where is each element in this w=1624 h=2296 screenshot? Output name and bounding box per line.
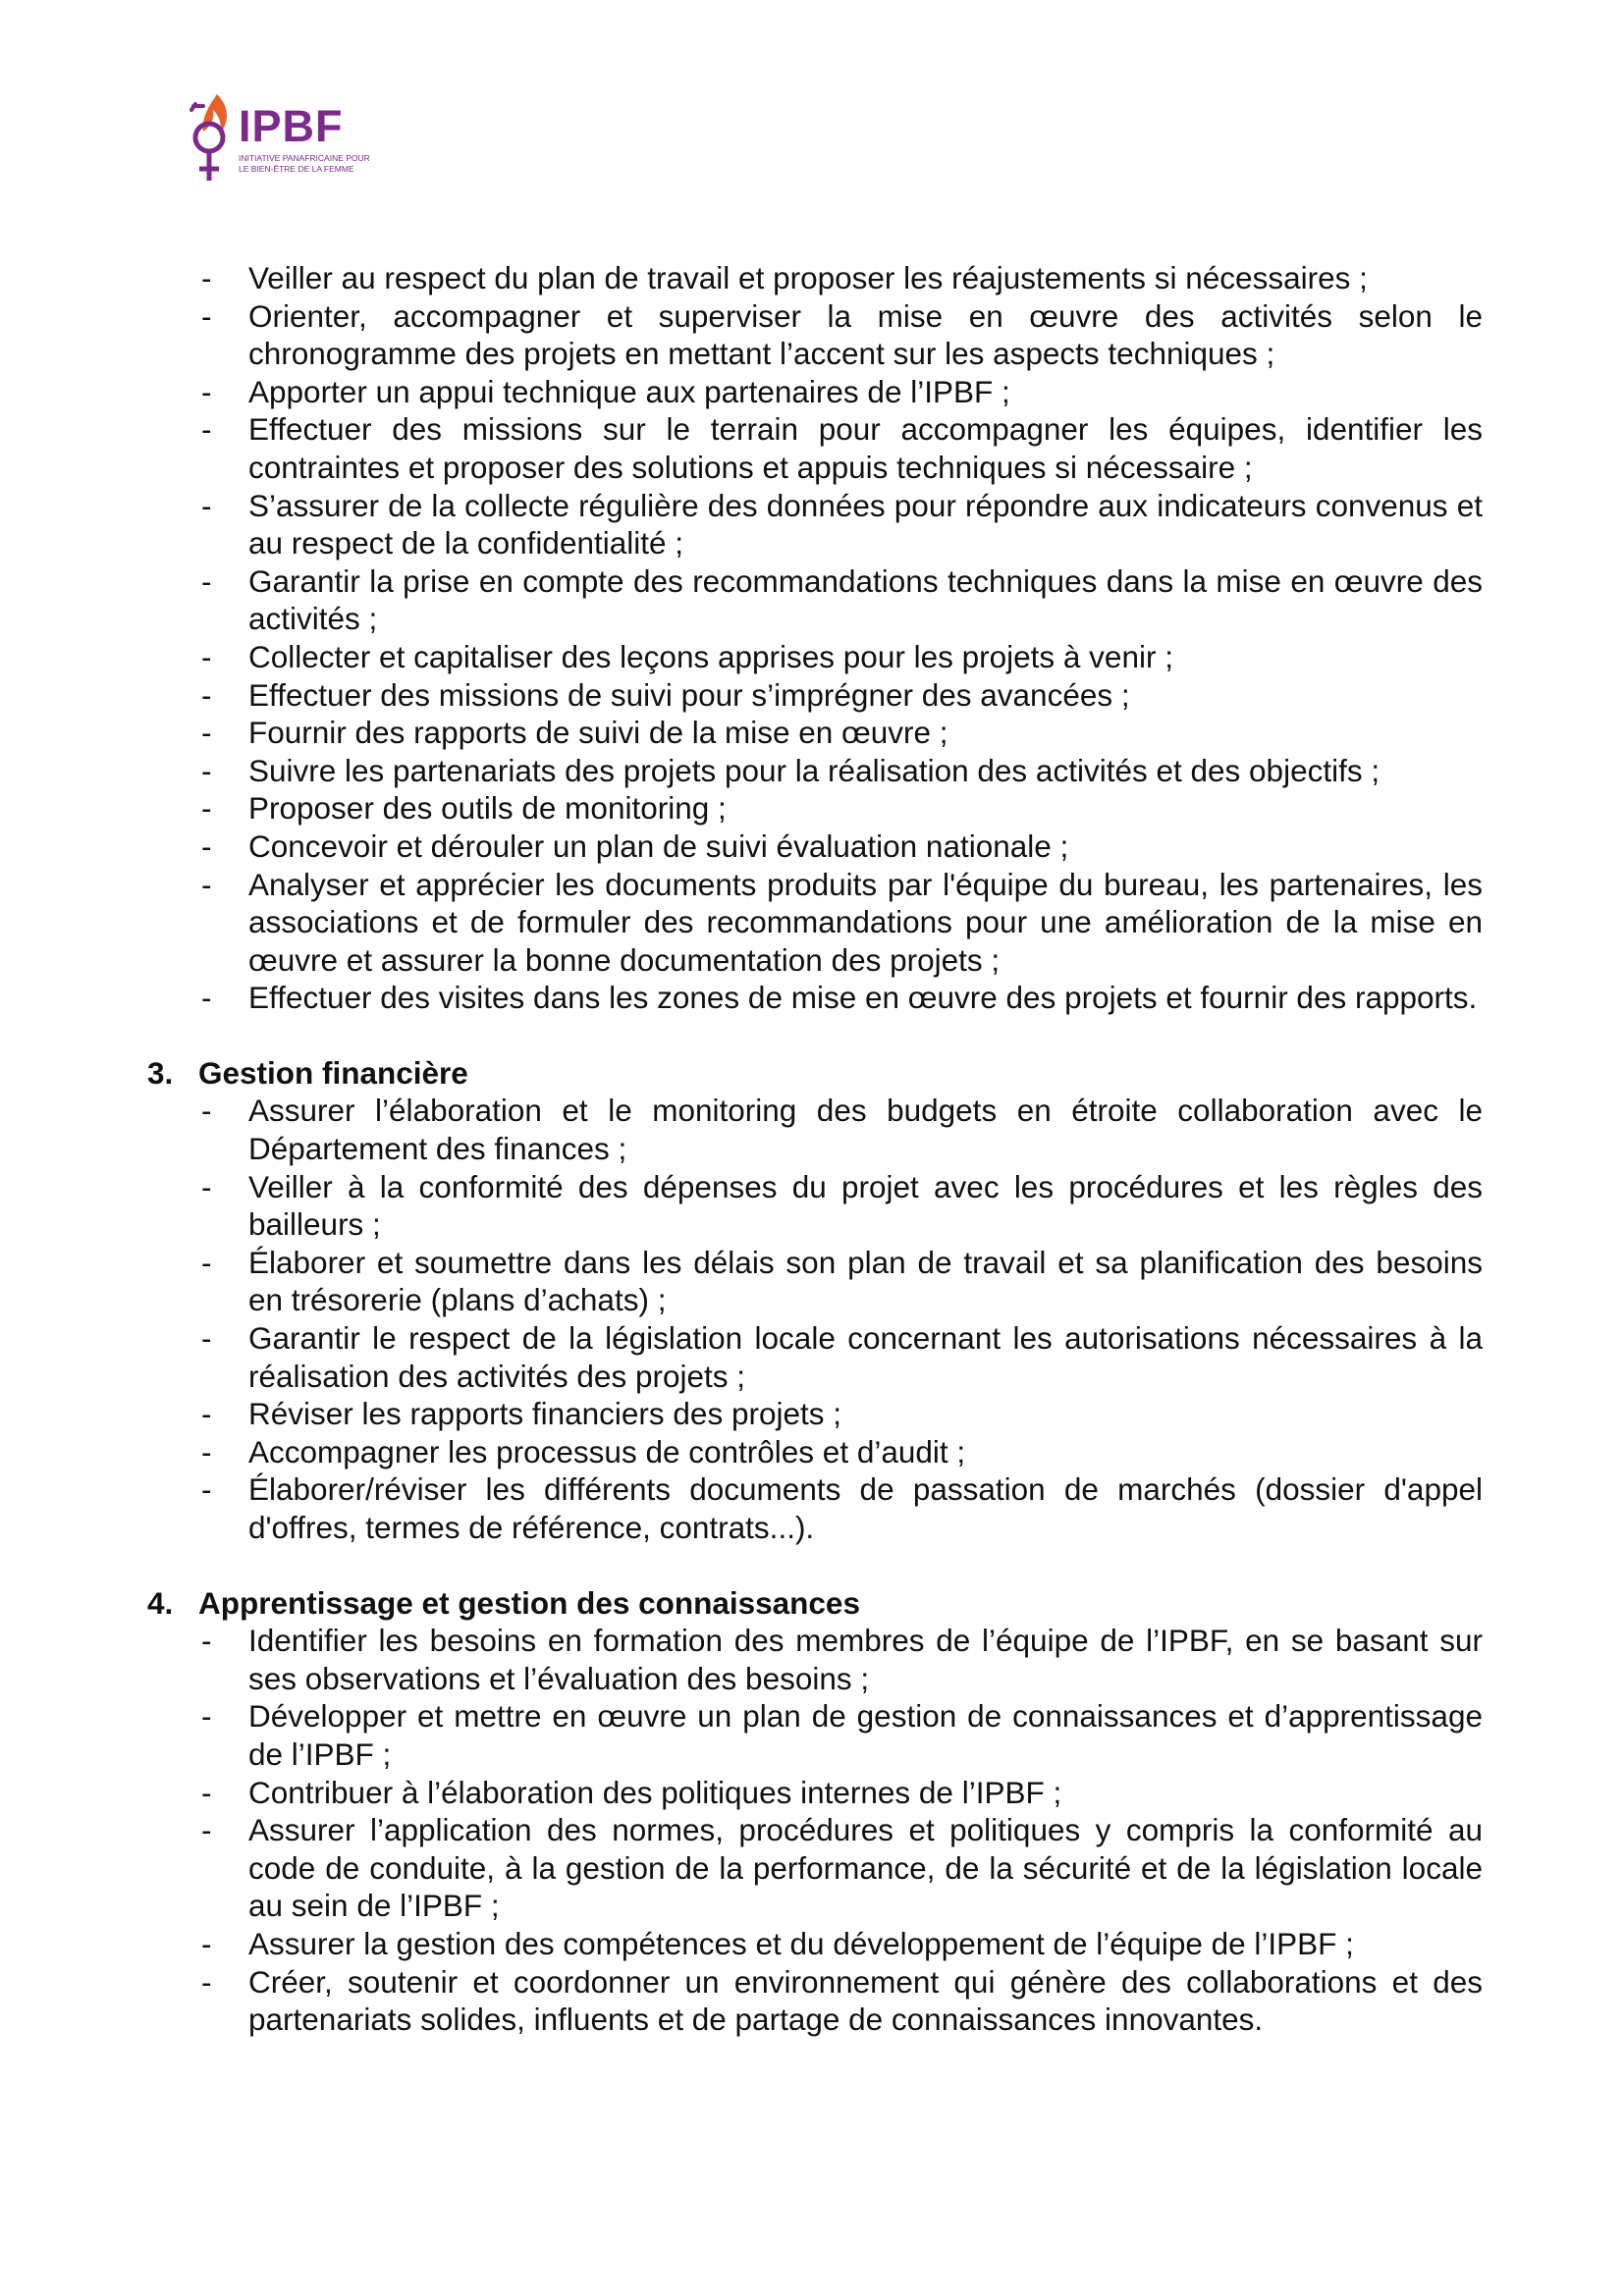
list-item xyxy=(147,789,1489,828)
financial-task-list xyxy=(147,1092,1489,1546)
list-item-text: Assurer l’élaboration et le monitoring des budgets en étroite collaboration avec le Département des finances ; xyxy=(248,1093,1483,1167)
list-item xyxy=(147,1963,1489,2039)
list-item-text: Analyser et apprécier les documents produits par l'équipe du bureau, les partenaires, les associations et de formuler des recommandations pour une amélioration de la mise en œuvre et assurer la bonne documentation des projets ; xyxy=(248,866,1483,978)
list-item xyxy=(147,1168,1489,1244)
dash-bullet: - xyxy=(201,866,212,902)
list-item-text: Élaborer et soumettre dans les délais son plan de travail et sa planification des besoins en trésorerie (plans d’achats) ; xyxy=(248,1244,1483,1318)
dash-bullet: - xyxy=(201,676,212,713)
section-number: 3. xyxy=(147,1054,174,1091)
list-item-text: Concevoir et dérouler un plan de suivi évaluation nationale ; xyxy=(248,828,1069,864)
list-item xyxy=(147,1244,1489,1319)
list-item-text: Garantir la prise en compte des recommandations techniques dans la mise en œuvre des activités ; xyxy=(248,562,1483,637)
dash-bullet: - xyxy=(201,1812,212,1848)
dash-bullet: - xyxy=(201,487,212,523)
list-item xyxy=(147,1697,1489,1773)
list-item-text: Garantir le respect de la législation locale concernant les autorisations nécessaires à la réalisation des activités des projets ; xyxy=(248,1320,1483,1394)
list-item-text: Effectuer des missions de suivi pour s’imprégner des avancées ; xyxy=(248,676,1130,713)
list-item xyxy=(147,866,1489,980)
list-item-text: Effectuer des missions sur le terrain pour accompagner les équipes, identifier les contraintes et proposer des solutions et appuis techniques si nécessaire ; xyxy=(248,411,1483,485)
list-item xyxy=(147,676,1489,715)
list-item xyxy=(147,1092,1489,1167)
dash-bullet: - xyxy=(201,828,212,864)
list-item xyxy=(147,1811,1489,1925)
list-item-text: S’assurer de la collecte régulière des données pour répondre aux indicateurs convenus et au respect de la confidentialité ; xyxy=(248,487,1483,561)
list-item xyxy=(147,1395,1489,1433)
dash-bullet: - xyxy=(201,790,212,827)
list-item-text: Suivre les partenariats des projets pour la réalisation des activités et des objectifs ; xyxy=(248,752,1380,788)
dash-bullet: - xyxy=(201,562,212,599)
list-item-text: Accompagner les processus de contrôles et d’audit ; xyxy=(248,1433,966,1469)
list-item xyxy=(147,562,1489,638)
dash-bullet: - xyxy=(201,411,212,448)
dash-bullet: - xyxy=(201,1396,212,1432)
list-item xyxy=(147,1622,1489,1697)
logo-wordmark: IPBF xyxy=(239,101,344,151)
list-item-text: Veiller à la conformité des dépenses du projet avec les procédures et les règles des bailleurs ; xyxy=(248,1168,1483,1243)
dash-bullet: - xyxy=(201,1471,212,1508)
dash-bullet: - xyxy=(201,373,212,409)
list-item-text: Collecter et capitaliser des leçons apprises pour les projets à venir ; xyxy=(248,638,1173,674)
dash-bullet: - xyxy=(201,752,212,788)
dash-bullet: - xyxy=(201,1168,212,1204)
list-item xyxy=(147,373,1489,411)
list-item xyxy=(147,1319,1489,1395)
dash-bullet: - xyxy=(201,260,212,295)
section-number: 4. xyxy=(147,1584,174,1621)
dash-bullet: - xyxy=(201,1433,212,1469)
dash-bullet: - xyxy=(201,980,212,1016)
list-item xyxy=(147,487,1489,562)
list-item-text: Créer, soutenir et coordonner un environnement qui génère des collaborations et des partenariats solides, influents et de partage de connaissances innovantes. xyxy=(248,1963,1483,2038)
list-item xyxy=(147,1774,1489,1812)
list-item xyxy=(147,259,1489,297)
list-item xyxy=(147,1433,1489,1471)
dash-bullet: - xyxy=(201,1963,212,2000)
list-item xyxy=(147,1470,1489,1546)
list-item-text: Réviser les rapports financiers des projets ; xyxy=(248,1396,842,1432)
dash-bullet: - xyxy=(201,715,212,751)
dash-bullet: - xyxy=(201,1623,212,1659)
list-item-text: Développer et mettre en œuvre un plan de gestion de connaissances et d’apprentissage de l’IPBF ; xyxy=(248,1698,1483,1772)
list-item xyxy=(147,979,1489,1017)
dash-bullet: - xyxy=(201,1244,212,1280)
list-item-text: Identifier les besoins en formation des membres de l’équipe de l’IPBF, en se basant sur ses observations et l’évaluation des besoins ; xyxy=(248,1623,1483,1696)
task-list xyxy=(147,259,1489,1017)
list-item-text: Assurer l’application des normes, procédures et politiques y compris la conformité au code de conduite, à la gestion de la performance, de la sécurité et de la législation locale au sein de l’IPBF ; xyxy=(248,1812,1483,1924)
list-item xyxy=(147,1925,1489,1963)
section-title: Apprentissage et gestion des connaissances xyxy=(198,1584,860,1621)
section-heading-financial xyxy=(147,1054,1489,1093)
dash-bullet: - xyxy=(201,1698,212,1735)
knowledge-task-list xyxy=(147,1622,1489,2039)
list-item-text: Veiller au respect du plan de travail et proposer les réajustements si nécessaires ; xyxy=(248,260,1368,295)
list-item xyxy=(147,638,1489,676)
list-item xyxy=(147,714,1489,752)
section-title: Gestion financière xyxy=(198,1054,468,1091)
dash-bullet: - xyxy=(201,1093,212,1129)
dash-bullet: - xyxy=(201,1925,212,1961)
dash-bullet: - xyxy=(201,297,212,334)
ipbf-logo xyxy=(180,90,376,188)
document-body xyxy=(147,259,1489,2039)
list-item-text: Assurer la gestion des compétences et du développement de l’équipe de l’IPBF ; xyxy=(248,1925,1354,1961)
section-heading-knowledge xyxy=(147,1584,1489,1623)
list-item-text: Apporter un appui technique aux partenaires de l’IPBF ; xyxy=(248,373,1010,409)
list-item-text: Effectuer des visites dans les zones de mise en œuvre des projets et fournir des rapports. xyxy=(248,980,1478,1016)
list-item xyxy=(147,828,1489,866)
list-item-text: Élaborer/réviser les différents documents de passation de marchés (dossier d'appel d'offres, termes de référence, contrats...). xyxy=(248,1471,1483,1545)
list-item-text: Orienter, accompagner et superviser la mise en œuvre des activités selon le chronogramme des projets en mettant l’accent sur les aspects techniques ; xyxy=(248,297,1483,372)
dash-bullet: - xyxy=(201,638,212,674)
dash-bullet: - xyxy=(201,1774,212,1810)
list-item xyxy=(147,297,1489,373)
list-item xyxy=(147,752,1489,790)
dash-bullet: - xyxy=(201,1320,212,1357)
list-item-text: Fournir des rapports de suivi de la mise en œuvre ; xyxy=(248,715,948,751)
list-item-text: Contribuer à l’élaboration des politiques internes de l’IPBF ; xyxy=(248,1774,1062,1810)
list-item xyxy=(147,410,1489,486)
list-item-text: Proposer des outils de monitoring ; xyxy=(248,790,727,827)
logo-subtitle: INITIATIVE PANAFRICAINE POUR LE BIEN-ÊTRE DE LA FEMME xyxy=(239,153,370,174)
